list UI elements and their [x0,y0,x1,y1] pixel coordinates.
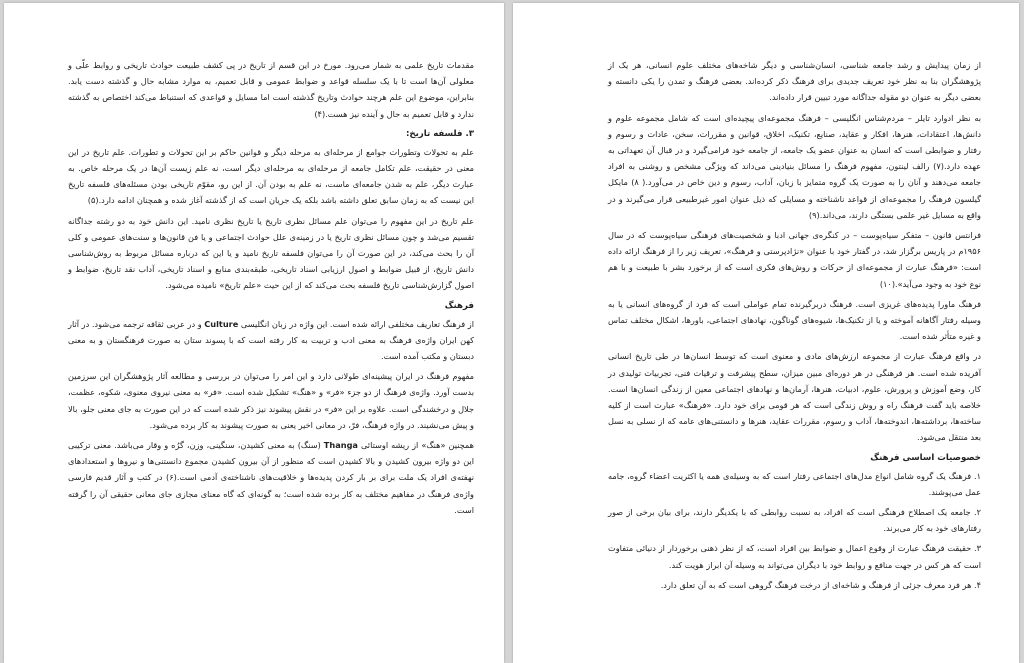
paragraph: مفهوم فرهنگ در ایران پیشینه‌ای طولانی دارد و این امر را می‌توان در بررسی و مطالعه آثار پژوهشگران این سرزمین بدست آورد. واژه‌ی فرهنگ از دو جزء «فر» و «هنگ» تشکیل شده است. «فر» به معنی نیروی معنوی، شکوه، عظمت، جلال و درخشندگی است. علاوه بر این «فر» در نقش پیشوند نیز ذکر شده است که در این صورت به جای معنی جلو، بالا و پیش می‌نشیند. در واژه فرهنگ، فرّ، در معانی اخیر یعنی به صورت پیشوند به کار برده می‌شود. [68,371,474,430]
paragraph [68,437,474,518]
latin-term: Thanga [323,440,358,451]
list-item: ۲. جامعه یک اصطلاح فرهنگی است که افراد، به نسبت روابطی که با یکدیگر دارند، برای بیان برخی از صور رفتارهای خود به کار می‌برند. [608,507,981,534]
text-run: همچنین «هنگ» از ریشه اوستائی [360,440,474,451]
paragraph [68,316,474,365]
text-run: و در عربی ثقافه ترجمه می‌شود. در آثار کهن ایران واژه‌ی فرهنگ به معنی ادب و تربیت به کار رفته است که با پسوند ستان به صورت فرهنگستان و به معنی دبستان و مکتب آمده است. [68,318,474,362]
list-item: ۳. حقیقت فرهنگ عبارت از وقوع اعمال و ضوابط بین افراد است، که از نظر ذهنی برخوردار از دنیائی متفاوت است که هر کس در جهت منافع و روابط خود با دیگران می‌تواند به وسیله آن ابراز هویت کند. [608,543,981,570]
latin-term: Culture [204,318,239,329]
text-run: (سنگ) به معنی کشیدن، سنگینی، وزن، گرُه و وقار می‌باشد. معنی ترکیبی این دو واژه بیرون کشیدن و بالا کشیدن است که منظور از آن بیرون کشیدن مجموع دانستنی‌ها و نیروها و استعدادهای نهفته‌ی افراد یک ملت برای بر بار کردن پدیده‌ها و خلاقیت‌های ناشناخته‌ی آدمی است.(۶) در کتب و آثار قدیم فارسی واژه‌ی فرهنگ در مفاهیم مختلف به کار برده شده است؛ به گونه‌ای که گاه معنای مجازی جای معانی حقیقی آن را گرفته است. [68,440,475,515]
left-page [4,3,504,663]
paragraph: در واقع فرهنگ عبارت از مجموعه ارزش‌های مادی و معنوی است که توسط انسان‌ها در طی تاریخ انسانی آفریده شده است. هر فرهنگی در هر دوره‌ای مبین میزان، سطح پیشرفت و ترقیات فنی، تجربیات تولیدی در کار، وضع آموزش و پرورش، علوم، ادبیات، هنرها، آرمان‌ها و نهادهای اجتماعی معین از زندگی انسان‌ها است. خلاصه باید گفت فرهنگ راه و روش زندگی است که هر قومی برای خود دارد. «فرهنگ» عبارت است از کلیه ساخته‌ها، برداشته‌ها، اندوخته‌ها، آداب و رسوم، مقررات عقاید، هنرها و دانستنی‌های عامه که از نسلی به نسل بعد منتقل می‌شود. [608,351,981,443]
list-item: ۴. هر فرد معرف جزئی از فرهنگ و شاخه‌ای از درخت فرهنگ گروهی است که به آن تعلق دارد. [660,579,981,590]
paragraph: از زمان پیدایش و رشد جامعه شناسی، انسان‌شناسی و دیگر شاخه‌های مختلف علوم انسانی، هر یک از پژوهشگران بنا به نظر خود تعریف جدیدی برای فرهنگ ذکر کرده‌اند. بعضی فرهنگ و تمدن را یکی دانسته و بعضی دیگر به عنوان دو مقوله جداگانه مورد تبیین قرار داده‌اند. [608,60,981,103]
list-item: ۱. فرهنگ یک گروه شامل انواع مدل‌های اجتماعی رفتار است که به وسیله‌ی همه یا اکثریت اعضاء گروه، جامه عمل می‌پوشند. [608,470,981,497]
paragraph: فرهنگ ماورا پدیده‌های غریزی است. فرهنگ دربرگیرنده تمام عواملی است که فرد از گروه‌های انسانی یا به وسیله رفتار آگاهانه آموخته و یا از تکنیک‌ها، شیوه‌های گوناگون، نهادهای اجتماعی، باورها، اشکال مختلف تماس و غیره متأثر شده است. [608,298,981,342]
paragraph: علم به تحولات وتطورات جوامع از مرحله‌ای به مرحله دیگر و قوانین حاکم بر این تحولات و تطورات. علم تاریخ در این معنی در حقیقت، علم تکامل جامعه از مرحله‌ای به مرحله‌ای دیگر است، نه علم زیست آن‌ها در یک مرحله خاص. به عبارت دیگر، علم به شدن جامعه‌ای ماست، نه علم به بودن آن. از این رو، مقوّم تاریخی بودن مسئله‌های فلسفه تاریخ این نیست که به زمان سابق تعلق داشته باشد بلکه یک جریان است که از گذشته آغاز شده و همچنان ادامه دارد.(۵) [68,146,474,206]
right-page [513,3,1019,663]
text-run: از فرهنگ تعاریف مختلفی ارائه شده است. این واژه در زبان انگلیسی [240,318,474,329]
heading-philosophy-of-history: ۳. فلسفه تاریخ: [405,128,474,139]
heading-culture: فرهنگ [444,300,474,311]
right-page-text [608,57,981,597]
paragraph: علم تاریخ در این مفهوم را می‌توان علم مسائل نظری تاریخ یا تاریخ نظری نامید. این دانش خود به دو رشته جداگانه تقسیم می‌شد و چون مسائل نظری تاریخ یا در زمینه‌ی علل حوادث اجتماعی و یا فن قانون‌ها و سنت‌های عمومی و کلی آن را بحث می‌کند، در این صورت آن را می‌توان فلسفه تاریخ نامید و یا این که درباره مسائل مربوط به روش‌شناسی دانش تاریخ، از قبیل ضوابط و اصول ارزیابی اسناد تاریخی، طبقه‌بندی منابع و اسناد تاریخی، آداب نقد تاریخ، ضوابط و اصول گزارش‌شناسی تاریخ فلسفه بحث می‌کند که از این حیث «علم تاریخ» نامیده می‌شود. [68,215,474,291]
paragraph: به نظر ادوارد تایلر – مردم‌شناس انگلیسی – فرهنگ مجموعه‌ای پیچیده‌ای است که شامل مجموعه علوم و دانش‌ها، اعتقادات، هنرها، افکار و عقاید، صنایع، تکنیک، اخلاق، قوانین و مقررات، سخن، عادات و رسوم و رفتار و ضوابطی است که انسان به عنوان عضو یک جامعه، از جامعه خود فرامی‌گیرد و در قبال آن تعهداتی به عهده دارد.(۷) رالف لینتون، مفهوم فرهنگ را مسائل بنیادینی می‌داند که ویژگی مشخص و روشنی به افراد جامعه می‌دهند و آنان را به صورت یک گروه متمایز با زبان، آداب، رسوم و دین خاص در می‌آورد.( ۸) مایکل گیلسون فرهنگ را مجموعه‌ای از قواعد ناشناخته و مسایلی که ذیل عنوان امور غیرطبیعی قرار می‌گیرند و در واقع به مسایل غیر علمی بستگی دارند، می‌داند.(۹) [608,112,982,220]
paragraph: فرانتس فانون – متفکر سیاه‌پوست – در کنگره‌ی جهانی ادبا و شخصیت‌های فرهنگی سیاه‌پوست که در سال ۱۹۵۶م در پاریس برگزار شد، در گفتار خود با عنوان «نژادپرستی و فرهنگ»، تعریف زیر را از فرهنگ ارائه داده است: «فرهنگ عبارت از مجموعه‌ای از حرکات و روش‌های فکری است که از برخورد بشر با طبیعت و با هم نوع خود به وجود می‌آید».(۱۰) [608,230,981,289]
heading-cultural-features: خصوصیات اساسی فرهنگ [870,452,981,463]
paragraph: مقدمات تاریخ علمی به شمار می‌رود. مورخ در این قسم از تاریخ در پی کشف طبیعت حوادث تاریخی و روابط علّی و معلولی آن‌ها است تا با یک سلسله قواعد و ضوابط عمومی و قابل تعمیم، به موارد مشابه حال و گذشته دست یابد. بنابراین، موضوع این علم هرچند حوادث وتاریخ گذشته است اما مسایل و قواعدی که استنباط می‌کند اختصاص به گذشته ندارد و قابل تعمیم به حال و آینده نیز هست.(۴) [68,60,474,119]
left-page-text [68,57,474,522]
